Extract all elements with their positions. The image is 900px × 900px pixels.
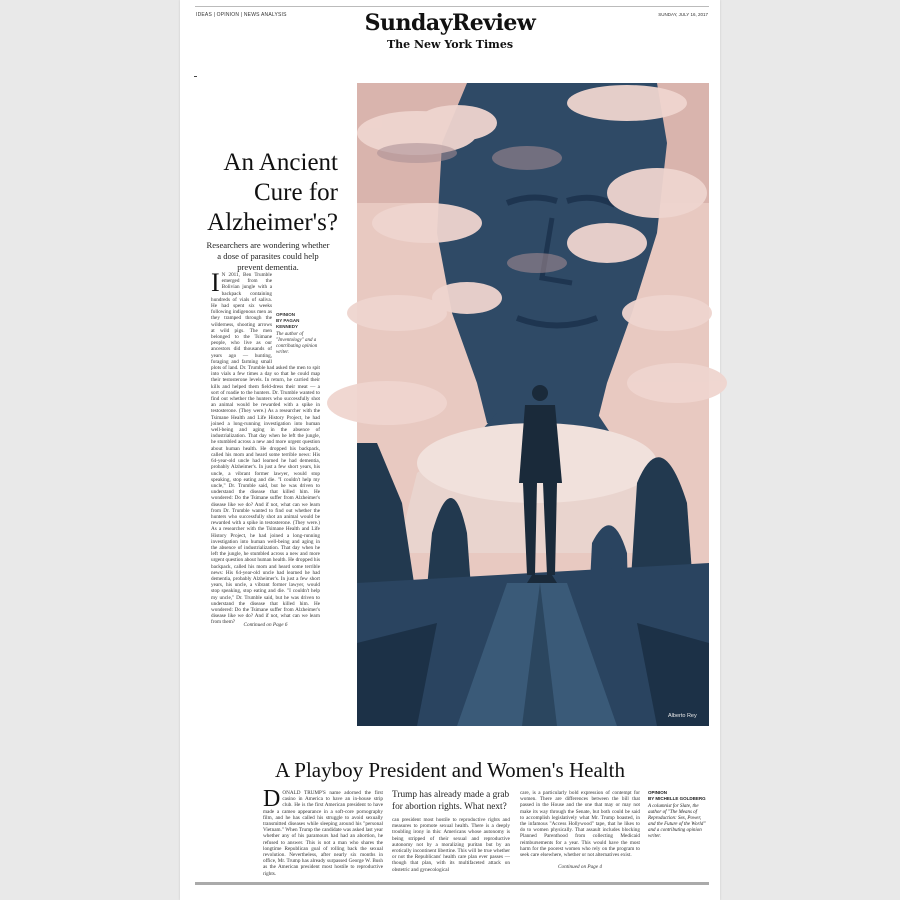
second-col2-text: can president most hostile to reproductive rights and measures to promote sexual health. There is a deeply troubling irony in this: Americans whose autonomy is being stripped of their sexual and reproductive autonomy not by a moralizing puritan but by an erotically incontinent libertine. This will be true whether or not the Republicans' health care plan ever passes — though that plan, with its multifaceted attack on obstetric and gynecological [392,817,510,873]
art-credit: Alberto Rey [668,713,697,719]
second-col3-text: care, is a particularly bold expression of contempt for women. There are differences between the bill that passed in the House and the one that may or may not make its way through the Senate, but both could be said to accomplish legislatively what Mr. Trump boasted, in the infamous "Access Hollywood" tape, that he likes to do to women physically. That assault includes blocking Planned Parenthood from collecting Medicaid reimbursements for a year. This would have the most harm for the poorest women who rely on the program to seek care elsewhere, whether or not alternatives exist. [520,790,640,859]
lead-author-box [276,312,320,356]
lead-illustration [357,83,709,726]
section-nav: IDEAS | OPINION | NEWS ANALYSIS [196,12,287,18]
second-headline: A Playboy President and Women's Health [275,758,625,782]
margin-mark [194,76,197,77]
lead-body-rest: Dr. Trumble wanted to find out whether the hunters who successfully shot an animal would be rewarded with a spike in testosterone. (They were.) As a researcher with the Tsimane Health and Life History Project, he had joined a long-running investigation into human well-being and aging in the absence of industrialization. That day when he left the jungle, he stumbled across a new and more urgent question about human health. He dropped his backpack, called his mom and heard some terrible news: His 64-year-old uncle had learned he had dementia, probably Alzheimer's. In just a few short years, his uncle, a vibrant former lawyer, would stop speaking, stop eating and die. "I couldn't help my uncle," Dr. Trumble said, but he was driven to understand the disease that killed him. He wondered: Do the Tsimane suffer from Alzheimer's disease like we do? And if not, what can we learn from Dr. Trumble wanted to find out whether the hunters who successfully shot an animal would be rewarded with a spike in testosterone. (They were.) As a researcher with the Tsimane Health and Life History Project, he had joined a long-running investigation into human well-being and aging in the absence of industrialization. That day when he left the jungle, he stumbled across a new and more urgent question about human health. He dropped his backpack, called his mom and heard some terrible news: His 64-year-old uncle had learned he had dementia, probably Alzheimer's. In just a few short years, his uncle, a vibrant former lawyer, would stop speaking, stop eating and die. "I couldn't help my uncle," Dr. Trumble said, but he was driven to understand the disease that killed him. He wondered: Do the Tsimane suffer from Alzheimer's disease like we do? And if not, what can we learn from them? [211,389,320,626]
second-article-col1 [263,786,383,877]
second-col1-text: ONALD TRUMP'S name adorned the first casino in America to have an in-house strip club. He is the first American president to have made a cameo appearance in a soft-core pornography film, and he has called his struggle to avoid sexually transmitted diseases while sleeping around his "personal Vietnam." When Trump the candidate was asked last year whether any of his paramours had had an abortion, he refused to answer. This is not a man who shares the longtime Republican goal of rolling back the sexual revolution. Nevertheless, after nearly six months in office, Mr. Trump has already surpassed George W. Bush as the American president most hostile to reproductive rights. [263,790,383,877]
second-continued: Continued on Page 4 [558,864,602,870]
lead-dropcap: I [211,268,220,297]
lead-headline: An Ancient Cure for Alzheimer's? [207,149,338,236]
paper-name: The New York Times [386,38,514,51]
second-pull-quote: Trump has already made a grab for abortion rights. What next? [392,790,510,812]
lead-opinion-label: OPINION [276,312,296,317]
bottom-rule [195,882,709,885]
second-byline: BY MICHELLE GOLDBERG [648,796,706,801]
second-dropcap: D [263,786,281,812]
lead-deck: Researchers are wondering whether a dose of parasites could help prevent dementia. [206,240,330,272]
top-rule [195,6,709,7]
second-author-note: A columnist for Slate, the author of "The Means of Reproduction: Sex, Power, and the Future of the World" and a contributing opinion writer. [648,804,706,839]
second-opinion-label: OPINION [648,790,668,795]
lead-body-start: N 2011, Ben Trumble emerged from the Bolivian jungle with a backpack containing hundreds of vials of saliva. He had spent six weeks following indigenous men as they tramped through the wilderness, shooting arrows at wild pigs. The men belonged to the Tsimane people, who live as our ancestors did thousands of years ago — hunting, foraging and farming small plots of land. Dr. Trumble had asked the men to spit into vials a few times a day so that he could map their testosterone levels. In return, he carried their kills and helped them field-dress their meat — a sort of roadie to the hunters. [211,272,320,396]
second-author-box [648,790,708,840]
illustration-svg [357,83,709,726]
lead-byline: BY PAGAN KENNEDY [276,318,300,329]
second-article-col3 [520,790,640,872]
lead-author-note: The author of "Inventology" and a contributing opinion writer. [276,332,318,355]
lead-continued: Continued on Page 6 [243,622,288,628]
second-article-col2 [392,790,510,872]
dateline: SUNDAY, JULY 16, 2017 [658,12,708,17]
masthead: SundayReview [364,10,536,36]
